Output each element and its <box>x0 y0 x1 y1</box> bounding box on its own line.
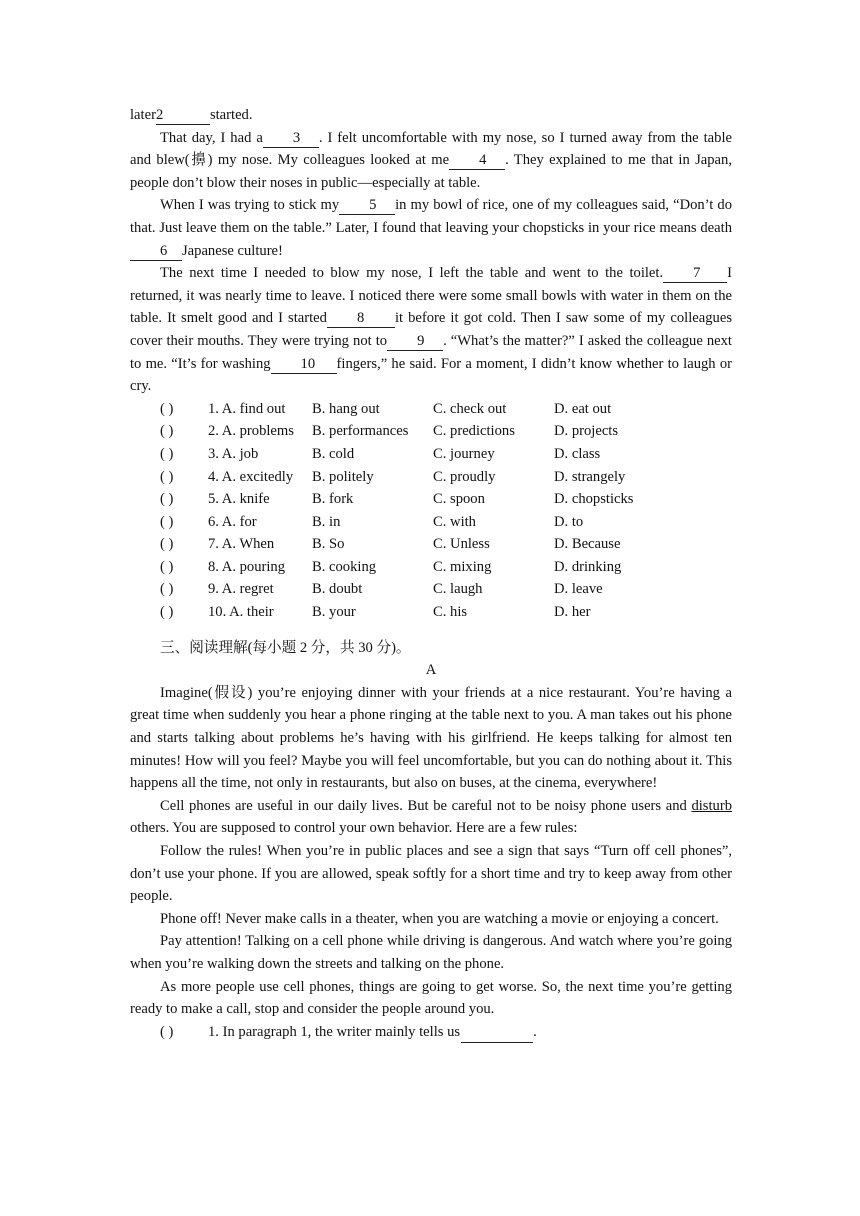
answer-paren: ( ) <box>160 400 174 417</box>
option-c: C. mixing <box>433 558 492 575</box>
question-1: ( ) 1. In paragraph 1, the writer mainly tells us . <box>130 1021 732 1044</box>
option-c: C. with <box>433 513 476 530</box>
reading-paragraph-5: Pay attention! Talking on a cell phone while driving is dangerous. And watch where you’re going when you’re walking down the streets and talking on the phone. <box>130 933 732 972</box>
cloze-line-0 <box>130 104 732 127</box>
cloze-paragraph-3: The next time I needed to blow my nose, I left the table and went to the toilet. 7 I returned, it was nearly time to leave. I noticed there were some small bowls with water in them on the table. It smelt good and I started 8 it before it got cold. Then I saw some of my colleagues cover their mouths. They were trying not to 9 . “What’s the matter?” I asked the colleague next to me. “It’s for washing 10 fingers,” he said. For a moment, I didn’t know whether to laugh or cry. <box>130 265 732 395</box>
option-a: 5. A. knife <box>208 491 270 508</box>
option-a: 6. A. for <box>208 513 257 530</box>
text: started. <box>209 107 253 123</box>
answer-paren: ( ) <box>160 468 174 485</box>
option-row <box>130 511 732 534</box>
option-b: B. hang out <box>312 400 380 417</box>
blank-6: 6 <box>130 243 182 261</box>
blank-9: 9 <box>387 333 443 351</box>
option-a: 4. A. excitedly <box>208 468 294 485</box>
option-c: C. spoon <box>433 491 485 508</box>
option-a: 7. A. When <box>208 536 275 553</box>
option-b: B. cooking <box>312 558 377 575</box>
option-row <box>130 578 732 601</box>
answer-paren: ( ) <box>160 1023 174 1040</box>
option-a: 8. A. pouring <box>208 558 286 575</box>
option-d: D. Because <box>554 536 621 553</box>
answer-paren: ( ) <box>160 423 174 440</box>
option-b: B. cold <box>312 445 355 462</box>
option-d: D. class <box>554 445 601 462</box>
option-b: B. politely <box>312 468 374 485</box>
option-row <box>130 601 732 624</box>
option-row <box>130 556 732 579</box>
option-a: 9. A. regret <box>208 581 274 598</box>
blank-7: 7 <box>663 265 727 283</box>
answer-paren: ( ) <box>160 558 174 575</box>
option-a: 1. A. find out <box>208 400 286 417</box>
answer-paren: ( ) <box>160 536 174 553</box>
option-b: B. in <box>312 513 341 530</box>
option-c: C. laugh <box>433 581 483 598</box>
underlined-word: disturb <box>691 797 732 814</box>
option-c: C. Unless <box>433 536 490 553</box>
option-d: D. eat out <box>554 400 612 417</box>
option-a: 2. A. problems <box>208 423 294 440</box>
option-c: C. his <box>433 604 468 621</box>
reading-paragraph-3: Follow the rules! When you’re in public places and see a sign that says “Turn off cell phones”, don’t use your phone. If you are allowed, speak softly for a short time and try to keep away from other people. <box>130 843 732 905</box>
option-row <box>130 443 732 466</box>
option-c: C. journey <box>433 445 495 462</box>
option-c: C. predictions <box>433 423 515 440</box>
reading-paragraph-6: As more people use cell phones, things are going to get worse. So, the next time you’re getting ready to make a call, stop and consider the people around you. <box>130 978 732 1018</box>
blank-5: 5 <box>339 197 395 215</box>
option-d: D. leave <box>554 581 603 598</box>
option-row <box>130 420 732 443</box>
option-c: C. check out <box>433 400 507 417</box>
section-heading: 三、阅读理解(每小题 2 分，共 30 分)。 <box>160 639 411 656</box>
blank-10: 10 <box>271 356 337 374</box>
option-row <box>130 466 732 489</box>
reading-paragraph-4: Phone off! Never make calls in a theater, when you are watching a movie or enjoying a concert. <box>160 910 719 927</box>
reading-paragraph-1: Imagine(假设) you’re enjoying dinner with your friends at a nice restaurant. You’re having a great time when suddenly you hear a phone ringing at the table next to you. A man takes out his phone and starts talking about problems he’s having with his girlfriend. He keeps talking for almost ten minutes! How will you feel? Maybe you will feel uncomfortable, but you can do nothing about it. This happens all the time, not only in restaurants, but also on buses, at the cinema, everywhere! <box>130 684 732 792</box>
blank-2: 2 <box>156 107 210 125</box>
option-row <box>130 398 732 421</box>
option-b: B. your <box>312 604 356 621</box>
answer-paren: ( ) <box>160 491 174 508</box>
option-d: D. drinking <box>554 558 622 575</box>
blank-3: 3 <box>263 130 319 148</box>
question-blank <box>461 1021 533 1044</box>
option-d: D. to <box>554 513 584 530</box>
option-a: 3. A. job <box>208 445 259 462</box>
document-page <box>130 104 732 1043</box>
answer-paren: ( ) <box>160 581 174 598</box>
cloze-paragraph-2: When I was trying to stick my 5 in my bowl of rice, one of my colleagues said, “Don’t do that. Just leave them on the table.” Later, I found that leaving your chopsticks in your rice means death6 Japanese culture! <box>130 197 732 259</box>
option-a: 10. A. their <box>208 604 274 621</box>
option-d: D. chopsticks <box>554 491 634 508</box>
blank-8: 8 <box>327 310 395 328</box>
reading-paragraph-2: Cell phones are useful in our daily lives. But be careful not to be noisy phone users and disturb others. You are supposed to control your own behavior. Here are a few rules: <box>130 797 732 837</box>
option-d: D. strangely <box>554 468 626 485</box>
question-text: 1. In paragraph 1, the writer mainly tells us <box>208 1023 461 1040</box>
options-list <box>130 398 732 624</box>
blank-4: 4 <box>449 152 505 170</box>
option-c: C. proudly <box>433 468 496 485</box>
option-b: B. doubt <box>312 581 363 598</box>
option-row <box>130 488 732 511</box>
option-b: B. So <box>312 536 345 553</box>
option-d: D. projects <box>554 423 619 440</box>
option-d: D. her <box>554 604 591 621</box>
option-b: B. performances <box>312 423 409 440</box>
answer-paren: ( ) <box>160 604 174 621</box>
answer-paren: ( ) <box>160 445 174 462</box>
answer-paren: ( ) <box>160 513 174 530</box>
option-row <box>130 533 732 556</box>
passage-label: A <box>425 662 437 679</box>
option-b: B. fork <box>312 491 354 508</box>
cloze-paragraph-1: That day, I had a 3 . I felt uncomfortable with my nose, so I turned away from the table and blew(擤) my nose. My colleagues looked at me 4 . They explained to me that in Japan, people don’t blow their noses in public—especially at table. <box>130 129 732 191</box>
text: later <box>130 107 156 123</box>
